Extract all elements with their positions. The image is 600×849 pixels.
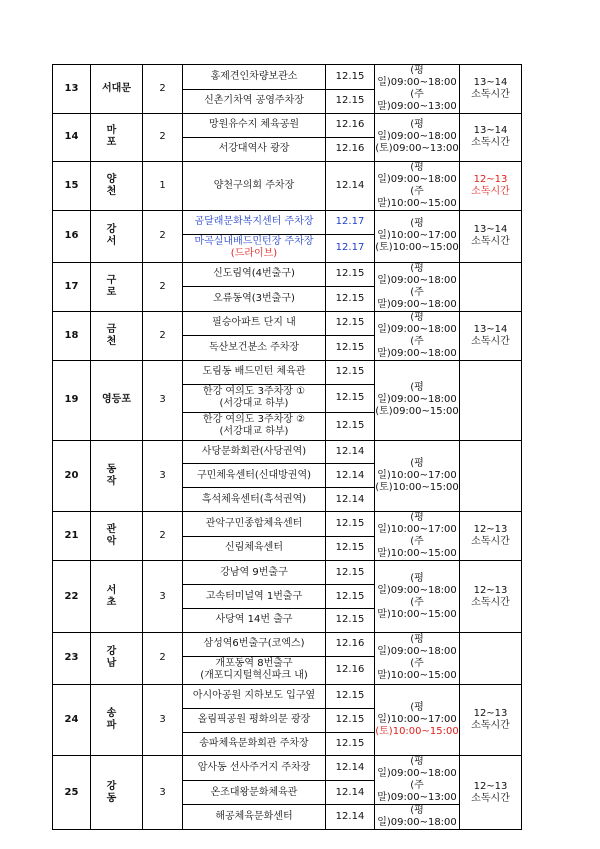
site-count: 3 <box>143 756 183 830</box>
disinfection-line: 소독시간 <box>471 792 510 804</box>
site-name-line: 강남역 9번출구 <box>220 566 288 578</box>
hours-line: (평일)09:00~18:00 <box>377 634 457 658</box>
district-name: 금 천 <box>91 311 143 360</box>
site-name-line: 개포동역 8번출구 <box>215 658 293 670</box>
disinfection-line: 소독시간 <box>471 720 510 732</box>
site-name <box>183 137 326 161</box>
disinfection-time <box>460 262 522 311</box>
site-name-line: 마곡실내배드민턴장 주차장 <box>194 236 314 248</box>
table-row <box>53 561 522 585</box>
operating-hours <box>375 210 460 262</box>
disinfection-time <box>460 440 522 512</box>
disinfection-time <box>460 311 522 360</box>
site-name-subline: (서강대교 하부) <box>219 398 289 410</box>
operation-date: 12.15 <box>326 412 375 440</box>
table-row <box>53 114 522 138</box>
site-name <box>183 512 326 537</box>
row-number: 16 <box>53 210 91 262</box>
operation-date: 12.14 <box>326 805 375 830</box>
hours-line: (평일)09:00~18:00 <box>377 756 457 780</box>
operating-hours <box>375 561 460 633</box>
hours-line: (토)10:00~15:00 <box>375 726 459 738</box>
site-name-line: 구민체육센터(신대방권역) <box>196 469 312 481</box>
district-name: 강 동 <box>91 756 143 830</box>
site-name <box>183 632 326 656</box>
operation-date: 12.15 <box>326 585 375 609</box>
row-number: 13 <box>53 65 91 114</box>
hours-line: (평일)09:00~18:00 <box>377 311 457 335</box>
site-name-subline: (드라이브) <box>230 248 278 260</box>
site-name-line: 서강대역사 광장 <box>218 143 290 155</box>
disinfection-time <box>460 632 522 684</box>
hours-line: (평일)10:00~17:00 <box>377 702 457 726</box>
operation-date: 12.15 <box>326 89 375 114</box>
site-name <box>183 805 326 830</box>
disinfection-time <box>460 360 522 440</box>
site-count: 2 <box>143 632 183 684</box>
site-name <box>183 561 326 585</box>
operating-hours <box>375 440 460 512</box>
site-name <box>183 360 326 384</box>
site-name <box>183 412 326 440</box>
district-name: 동 작 <box>91 440 143 512</box>
disinfection-line: 12~13 <box>473 780 508 792</box>
disinfection-time <box>460 210 522 262</box>
operating-hours <box>375 114 460 162</box>
site-name-line: 양천구의회 주차장 <box>213 179 295 191</box>
hours-line: (토)09:00~13:00 <box>375 143 459 155</box>
site-name <box>183 780 326 805</box>
hours-line: (평일)10:00~17:00 <box>377 512 457 536</box>
district-name: 서대문 <box>91 65 143 114</box>
site-name-line: 해공체육문화센터 <box>215 811 293 823</box>
table-row <box>53 161 522 210</box>
site-name-subline: (서강대교 하부) <box>219 426 289 438</box>
hours-line: (평일)09:00~18:00 <box>377 262 457 286</box>
disinfection-line: 소독시간 <box>471 596 510 608</box>
operation-date: 12.17 <box>326 234 375 262</box>
site-name-line: 신림체육센터 <box>225 542 283 554</box>
site-name-line: 홍제견인차량보관소 <box>210 70 298 82</box>
hours-line: (평일)09:00~18:00 <box>377 805 457 829</box>
site-count: 2 <box>143 262 183 311</box>
disinfection-line: 12~13 <box>473 173 508 185</box>
site-count: 2 <box>143 512 183 561</box>
site-name-line: 망원유수지 체육공원 <box>208 119 300 131</box>
row-number: 14 <box>53 114 91 162</box>
table-row <box>53 632 522 656</box>
disinfection-line: 12~13 <box>473 524 508 536</box>
operating-hours <box>375 756 460 805</box>
disinfection-time <box>460 756 522 830</box>
site-name-line: 고속터미널역 1번출구 <box>205 590 303 602</box>
disinfection-time <box>460 65 522 114</box>
hours-line: (평일)10:00~17:00 <box>377 457 457 481</box>
site-name <box>183 732 326 756</box>
district-name: 서 초 <box>91 561 143 633</box>
site-name-line: 신촌기차역 공영주차장 <box>204 95 304 107</box>
hours-line: (주말)10:00~15:00 <box>377 185 457 209</box>
site-count: 3 <box>143 561 183 633</box>
operation-date: 12.15 <box>326 262 375 287</box>
site-name-line: 한강 여의도 3주차장 ① <box>202 386 306 398</box>
site-name <box>183 210 326 234</box>
operation-date: 12.16 <box>326 137 375 161</box>
site-count: 2 <box>143 210 183 262</box>
operation-date: 12.15 <box>326 311 375 336</box>
site-name <box>183 234 326 262</box>
site-name-line: 온조대왕문화체육관 <box>210 786 298 798</box>
operation-date: 12.15 <box>326 65 375 90</box>
row-number: 23 <box>53 632 91 684</box>
operation-date: 12.15 <box>326 336 375 361</box>
site-name <box>183 656 326 684</box>
district-name: 관 악 <box>91 512 143 561</box>
row-number: 21 <box>53 512 91 561</box>
disinfection-time <box>460 161 522 210</box>
disinfection-time <box>460 561 522 633</box>
hours-line: (주말)09:00~18:00 <box>377 335 457 359</box>
site-name <box>183 262 326 287</box>
hours-line: (주말)10:00~15:00 <box>377 658 457 682</box>
table-row <box>53 311 522 336</box>
disinfection-line: 12~13 <box>473 708 508 720</box>
site-count: 2 <box>143 65 183 114</box>
testing-site-table <box>52 64 522 830</box>
site-name <box>183 536 326 561</box>
operation-date: 12.15 <box>326 609 375 633</box>
hours-line: (주말)09:00~13:00 <box>377 89 457 112</box>
operation-date: 12.16 <box>326 114 375 138</box>
row-number: 22 <box>53 561 91 633</box>
row-number: 20 <box>53 440 91 512</box>
site-name-line: 오류동역(3번출구) <box>213 292 295 304</box>
district-name: 양 천 <box>91 161 143 210</box>
site-name-line: 송파체육문화회관 주차장 <box>199 738 309 750</box>
table-row <box>53 360 522 384</box>
site-count: 2 <box>143 311 183 360</box>
site-name-line: 삼성역6번출구(코엑스) <box>203 638 305 650</box>
operation-date: 12.14 <box>326 756 375 781</box>
site-name-line: 도림동 배드민턴 체육관 <box>202 366 306 378</box>
operating-hours <box>375 311 460 360</box>
row-number: 19 <box>53 360 91 440</box>
site-count: 2 <box>143 114 183 162</box>
site-name <box>183 684 326 708</box>
disinfection-time <box>460 114 522 162</box>
hours-line: (토)10:00~15:00 <box>375 481 459 493</box>
site-name <box>183 464 326 488</box>
site-name-line: 필승아파트 단지 내 <box>212 317 296 329</box>
operating-hours <box>375 65 460 114</box>
operating-hours <box>375 684 460 756</box>
operating-hours <box>375 512 460 561</box>
site-name-line: 독산보건분소 주차장 <box>208 341 300 353</box>
site-name-line: 관악구민종합체육센터 <box>205 517 303 529</box>
hours-line: (평일)09:00~18:00 <box>377 65 457 88</box>
operation-date: 12.15 <box>326 287 375 312</box>
hours-line: (평일)10:00~17:00 <box>377 218 457 242</box>
operation-date: 12.14 <box>326 780 375 805</box>
operation-date: 12.15 <box>326 561 375 585</box>
site-name <box>183 89 326 114</box>
site-name-line: 한강 여의도 3주차장 ② <box>202 414 306 426</box>
site-count: 3 <box>143 360 183 440</box>
hours-line: (주말)10:00~15:00 <box>377 536 457 560</box>
disinfection-line: 12~13 <box>473 584 508 596</box>
site-name-line: 사당문화회관(사당권역) <box>201 446 307 457</box>
disinfection-line: 13~14 <box>473 77 508 88</box>
operating-hours <box>375 805 460 830</box>
hours-line: (평일)09:00~18:00 <box>377 382 457 406</box>
disinfection-line: 13~14 <box>473 125 508 137</box>
site-name <box>183 585 326 609</box>
hours-line: (평일)09:00~18:00 <box>377 572 457 596</box>
table-row <box>53 262 522 287</box>
site-name-line: 암사동 선사주거지 주차장 <box>197 762 311 774</box>
row-number: 24 <box>53 684 91 756</box>
operation-date: 12.15 <box>326 684 375 708</box>
site-name <box>183 114 326 138</box>
hours-line: (평일)09:00~18:00 <box>377 161 457 185</box>
disinfection-line: 13~14 <box>473 323 508 335</box>
disinfection-line: 소독시간 <box>471 89 510 100</box>
site-name <box>183 440 326 464</box>
site-name-subline: (개포디지털혁신파크 내) <box>200 670 308 682</box>
table-body <box>53 65 522 830</box>
operation-date: 12.17 <box>326 210 375 234</box>
operation-date: 12.16 <box>326 632 375 656</box>
site-name <box>183 336 326 361</box>
site-name-line: 흑석체육센터(흑석권역) <box>201 493 307 505</box>
operation-date: 12.15 <box>326 512 375 537</box>
site-name <box>183 65 326 90</box>
table-row <box>53 65 522 90</box>
disinfection-line: 소독시간 <box>471 236 510 248</box>
hours-line: (주말)09:00~13:00 <box>377 780 457 804</box>
district-name: 송 파 <box>91 684 143 756</box>
hours-line: (주말)10:00~15:00 <box>377 596 457 620</box>
site-name <box>183 756 326 781</box>
operation-date: 12.14 <box>326 464 375 488</box>
row-number: 18 <box>53 311 91 360</box>
site-name-line: 곰달래문화복지센터 주차장 <box>194 216 314 228</box>
site-name-line: 사당역 14번 출구 <box>215 614 293 626</box>
site-name <box>183 708 326 732</box>
site-name <box>183 488 326 512</box>
hours-line: (주말)09:00~18:00 <box>377 286 457 310</box>
row-number: 17 <box>53 262 91 311</box>
district-name: 영등포 <box>91 360 143 440</box>
operation-date: 12.14 <box>326 161 375 210</box>
operation-date: 12.15 <box>326 732 375 756</box>
district-name: 마 포 <box>91 114 143 162</box>
district-name: 구 로 <box>91 262 143 311</box>
disinfection-line: 소독시간 <box>471 536 510 548</box>
operation-date: 12.14 <box>326 440 375 464</box>
disinfection-line: 소독시간 <box>471 335 510 347</box>
operation-date: 12.15 <box>326 360 375 384</box>
operation-date: 12.16 <box>326 656 375 684</box>
table-row <box>53 440 522 464</box>
site-name <box>183 384 326 412</box>
operation-date: 12.14 <box>326 488 375 512</box>
hours-line: (토)09:00~15:00 <box>375 406 459 418</box>
hours-line: (토)10:00~15:00 <box>375 242 459 254</box>
site-name-line: 신도림역(4번출구) <box>213 268 295 280</box>
table-row <box>53 512 522 537</box>
table-row <box>53 684 522 708</box>
operating-hours <box>375 360 460 440</box>
table-row <box>53 210 522 234</box>
site-name-line: 아시아공원 지하보도 입구옆 <box>192 690 316 702</box>
hours-line: (평일)09:00~18:00 <box>377 119 457 143</box>
district-name: 강 서 <box>91 210 143 262</box>
disinfection-line: 소독시간 <box>471 137 510 149</box>
site-name <box>183 609 326 633</box>
operating-hours <box>375 161 460 210</box>
row-number: 15 <box>53 161 91 210</box>
disinfection-time <box>460 684 522 756</box>
operation-date: 12.15 <box>326 536 375 561</box>
disinfection-line: 13~14 <box>473 224 508 236</box>
site-name-line: 올림픽공원 평화의문 광장 <box>197 714 311 726</box>
site-count: 3 <box>143 440 183 512</box>
table-row <box>53 756 522 781</box>
disinfection-line: 소독시간 <box>471 185 510 197</box>
operating-hours <box>375 632 460 684</box>
site-name <box>183 161 326 210</box>
site-name <box>183 287 326 312</box>
operation-date: 12.15 <box>326 708 375 732</box>
site-count: 3 <box>143 684 183 756</box>
row-number: 25 <box>53 756 91 830</box>
operation-date: 12.15 <box>326 384 375 412</box>
disinfection-time <box>460 512 522 561</box>
operating-hours <box>375 262 460 311</box>
site-name <box>183 311 326 336</box>
site-count: 1 <box>143 161 183 210</box>
district-name: 강 남 <box>91 632 143 684</box>
